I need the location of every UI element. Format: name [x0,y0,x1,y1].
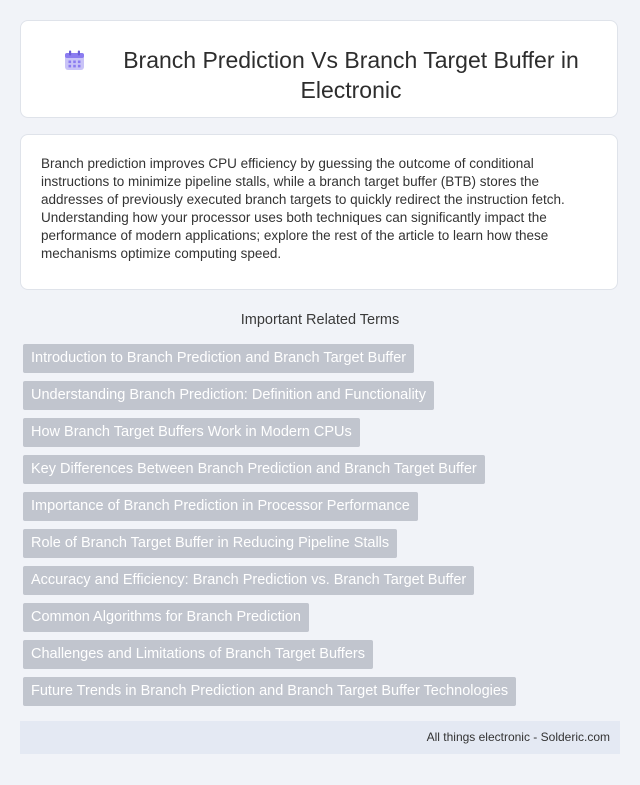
footer [20,721,620,754]
summary-card [20,134,618,290]
related-term-tag[interactable]: Challenges and Limitations of Branch Target Buffers [23,640,373,669]
related-terms-heading: Important Related Terms [240,312,400,328]
related-term-tag[interactable]: Common Algorithms for Branch Prediction [23,603,309,632]
related-term-tag[interactable]: Key Differences Between Branch Prediction and Branch Target Buffer [23,455,485,484]
related-term-tag[interactable]: Future Trends in Branch Prediction and Branch Target Buffer Technologies [23,677,516,706]
footer-credit[interactable]: All things electronic - Solderic.com [426,730,610,744]
calendar-icon [64,50,85,71]
related-term-tag[interactable]: Role of Branch Target Buffer in Reducing Pipeline Stalls [23,529,397,558]
summary-text: Branch prediction improves CPU efficiency by guessing the outcome of conditional instructions to minimize pipeline stalls, while a branch target buffer (BTB) stores the addresses of previously executed branch targets to quickly redirect the instruction fetch. Understanding how your processor uses both techniques can significantly impact the performance of modern applications; explore the rest of the article to learn how these mechanisms optimize computing speed. [41,156,565,261]
related-term-tag[interactable]: How Branch Target Buffers Work in Modern CPUs [23,418,360,447]
related-term-tag[interactable]: Introduction to Branch Prediction and Branch Target Buffer [23,344,414,373]
page-title: Branch Prediction Vs Branch Target Buffer in Electronic [123,47,579,103]
title-card [20,20,618,118]
related-term-tag[interactable]: Importance of Branch Prediction in Processor Performance [23,492,418,521]
related-term-tag[interactable]: Understanding Branch Prediction: Definition and Functionality [23,381,434,410]
related-term-tag[interactable]: Accuracy and Efficiency: Branch Prediction vs. Branch Target Buffer [23,566,474,595]
